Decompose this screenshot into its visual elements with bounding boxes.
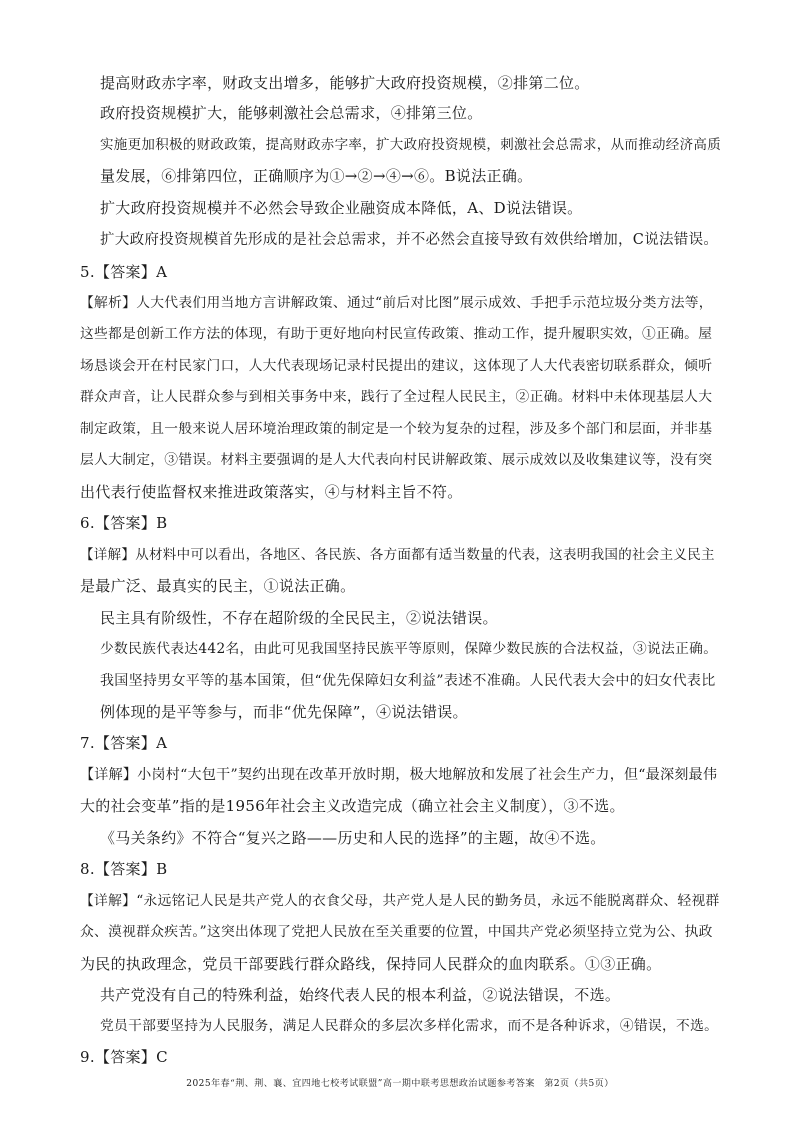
text-line: 【解析】人大代表们用当地方言讲解政策、通过“前后对比图”展示成效、手把手示范垃圾分类方法等， <box>80 295 713 311</box>
text-line: 【详解】“永远铭记人民是共产党人的衣食父母，共产党人是人民的勤务员，永远不能脱离群众、轻视群 <box>80 893 720 909</box>
text-line: 大的社会变革”指的是1956年社会主义改造完成（确立社会主义制度），③不选。 <box>80 797 625 815</box>
answer-heading-5: 5.【答案】A <box>80 263 168 281</box>
text-line: 场恳谈会开在村民家门口，人大代表现场记录村民提出的建议，这体现了人大代表密切联系群众，倾听 <box>80 358 713 374</box>
text-line: 群众声音，让人民群众参与到相关事务中来，践行了全过程人民民主，②正确。材料中未体现基层人大 <box>80 389 713 405</box>
text-line: 量发展，⑥排第四位，正确顺序为①→②→④→⑥。B说法正确。 <box>100 167 533 185</box>
answer-heading-7: 7.【答案】A <box>80 734 168 752</box>
text-line: 《马关条约》不符合“复兴之路——历史和人民的选择”的主题，故④不选。 <box>100 829 606 847</box>
text-line: 【详解】从材料中可以看出，各地区、各民族、各方面都有适当数量的代表，这表明我国的社会主义民主 <box>80 547 715 563</box>
text-line: 政府投资规模扩大，能够刺激社会总需求，④排第三位。 <box>100 104 483 122</box>
text-line: 为民的执政理念，党员干部要践行群众路线，保持同人民群众的血肉联系。①③正确。 <box>80 955 662 973</box>
text-line: 制定政策，且一般来说人居环境治理政策的制定是一个较为复杂的过程，涉及多个部门和层面，并非基 <box>80 421 713 437</box>
text-line: 出代表行使监督权来推进政策落实，④与材料主旨不符。 <box>80 483 463 501</box>
text-line: 我国坚持男女平等的基本国策，但“优先保障妇女利益”表述不准确。人民代表大会中的妇女代表比 <box>100 673 716 689</box>
text-line: 例体现的是平等参与，而非“优先保障”，④说法错误。 <box>100 703 468 721</box>
answer-heading-9: 9.【答案】C <box>80 1048 168 1066</box>
text-line: 这些都是创新工作方法的体现，有助于更好地向村民宣传政策、推动工作，提升履职实效，①正确。屋 <box>80 326 713 342</box>
answer-heading-8: 8.【答案】B <box>80 860 168 878</box>
text-line: 层人大制定，③错误。材料主要强调的是人大代表向村民讲解政策、展示成效以及收集建议等，没有突 <box>80 452 713 468</box>
text-line: 党员干部要坚持为人民服务，满足人民群众的多层次多样化需求，而不是各种诉求，④错误，不选。 <box>100 1018 719 1034</box>
text-line: 实施更加积极的财政政策，提高财政赤字率，扩大政府投资规模，刺激社会总需求，从而推动经济高质 <box>100 137 721 153</box>
text-line: 是最广泛、最真实的民主，①说法正确。 <box>80 577 356 595</box>
text-line: 【详解】小岗村“大包干”契约出现在改革开放时期，极大地解放和发展了社会生产力，但“最深刻最伟 <box>80 767 718 783</box>
text-line: 提高财政赤字率，财政支出增多，能够扩大政府投资规模，②排第二位。 <box>100 74 590 92</box>
text-line: 扩大政府投资规模首先形成的是社会总需求，并不必然会直接导致有效供给增加，C说法错误。 <box>100 232 719 248</box>
text-line: 民主具有阶级性，不存在超阶级的全民民主，②说法错误。 <box>100 609 498 627</box>
page-footer: 2025年春“荆、荆、襄、宜四地七校考试联盟”高一期中联考思想政治试题参考答案 第2页（共5页） <box>186 1079 614 1089</box>
answer-heading-6: 6.【答案】B <box>80 514 168 532</box>
text-line: 共产党没有自己的特殊利益，始终代表人民的根本利益，②说法错误，不选。 <box>100 986 621 1004</box>
text-line: 众、漠视群众疾苦。”这突出体现了党把人民放在至关重要的位置，中国共产党必须坚持立党为公、执政 <box>80 924 713 940</box>
text-line: 扩大政府投资规模并不必然会导致企业融资成本降低，A、D说法错误。 <box>100 199 583 217</box>
text-line: 少数民族代表达442名，由此可见我国坚持民族平等原则，保障少数民族的合法权益，③说法正确。 <box>100 641 718 657</box>
